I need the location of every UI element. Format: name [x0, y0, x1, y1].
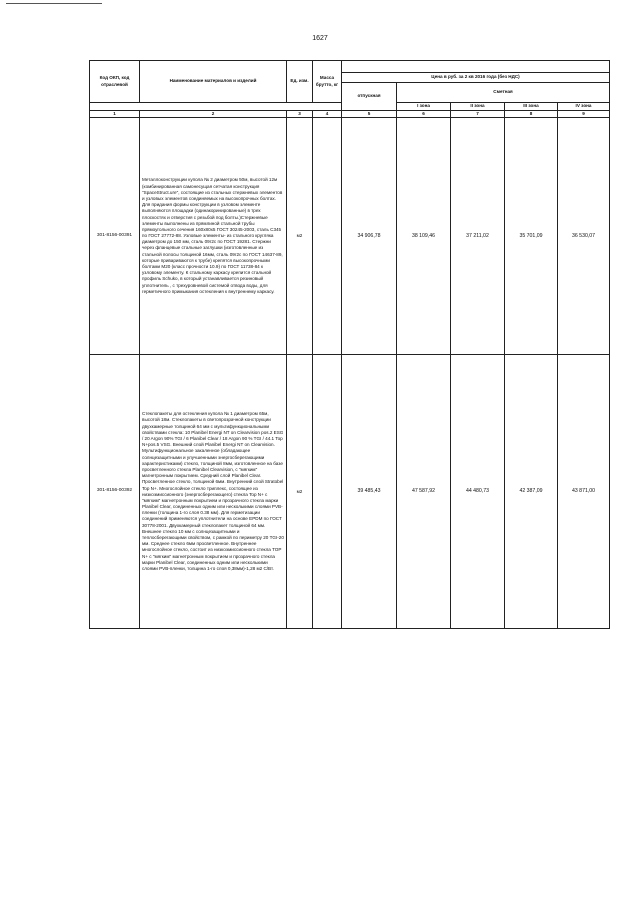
header-zone-4: IV зона: [558, 103, 610, 111]
row-zone-3-price: 35 701,09: [505, 118, 558, 355]
row-release-price: 39 485,43: [342, 355, 397, 629]
header-estimate: Сметная: [397, 83, 610, 103]
row-zone-3-price: 42 387,09: [505, 355, 558, 629]
row-description: Стеклопакеты для остекления купола № 1 диаметром 65м, высотой 18м. Стеклопакеты в светопрозрачной конструкции двухкамерные толщиной 64 мм с мультифункциональными свойствами стекла: 10 Planibel Energi NT on Clearvision pos.2 ESG / 20 Argon 90% TGI / 6 Planibel Clear / 18 Argon 90 % TGI / 44.1 Top N+pos.5 VSG. Внешний слой Planibel Energi NT on Clearvision. Мультифункциональное закаленное (обладающее солнцезащитными и улучшенными энергосберегающими характеристиками) стекло, толщиной 8мм, изготовленное на базе просветленного стекла Planibel Clearvision, с "мягким" магнетронным покрытием. Средний слой Planibel Clear. Просветленное стекло, толщиной 6мм. Внутренний слой Stratobel Top N+. Многослойное стекло триплекс, состоящее из низкоэмиссионного (энергосберегающего) стекла Top N+ с "мягким" магнетронным покрытием и прозрачного стекла марки Planibel Clear, соединенных одним или несколькими слоями PVB-пленки (толщина 1-го слоя 0.38 мм). Для герметизации соединений применяются уплотнители на основе EPDM по ГОСТ 30778-2001. Двухкамерный стеклопакет толщиной 64 мм. Внешнее стекло 10 мм с солнцезащитными и теплосберегающими свойством, с рамкой по периметру 20 TGI-20 мм. Среднее стекло 6мм просветленное. Внутреннее многослойное стекло, состоит из низкоэмиссионного стекла TOP N+ с "мягким" магнетронным покрытием и прозрачного стекла марки Planibel Clear, соединенных одним или несколькими слоями PVB-пленки, толщина 1-го слоя 0,38мм)-1,28 м2 С/Вт.: [140, 355, 287, 629]
col-number: 1: [90, 111, 140, 118]
header-release: отпускная: [342, 83, 397, 111]
header-price: Цена в руб. за 2 кв 2016 года (без НДС): [342, 73, 610, 83]
top-rule: [6, 3, 102, 4]
row-zone-4-price: 36 530,07: [558, 118, 610, 355]
header-mass: Масса брутто, кг: [313, 61, 342, 103]
row-unit: м2: [287, 118, 313, 355]
row-unit: м2: [287, 355, 313, 629]
row-zone-2-price: 37 211,02: [451, 118, 505, 355]
header-left-cont: [90, 103, 342, 111]
row-release-price: 34 906,78: [342, 118, 397, 355]
header-zone-3: III зона: [505, 103, 558, 111]
table-row: [90, 118, 610, 355]
table-row: [90, 355, 610, 629]
row-mass: [313, 118, 342, 355]
col-number: 8: [505, 111, 558, 118]
price-table: [89, 60, 610, 629]
header-code: Код ОКП, код отраслевой: [90, 61, 140, 103]
col-number: 7: [451, 111, 505, 118]
col-number: 6: [397, 111, 451, 118]
page-number: 1627: [312, 35, 328, 42]
row-zone-1-price: 38 109,46: [397, 118, 451, 355]
row-mass: [313, 355, 342, 629]
row-code: 301-8156-00391: [90, 118, 140, 355]
row-zone-1-price: 47 587,92: [397, 355, 451, 629]
row-zone-2-price: 44 480,73: [451, 355, 505, 629]
row-zone-4-price: 43 871,00: [558, 355, 610, 629]
header-zone-2: II зона: [451, 103, 505, 111]
col-number: 3: [287, 111, 313, 118]
col-number: 4: [313, 111, 342, 118]
row-description: Металлоконструкции купола № 2 диаметром 50м, высотой 12м (комбинированная самонесущая сетчатая конструкция "SpaceStruct.ure", состоящие из стальных стержневых элементов и узловых элементов соединяемых на высокопрочных болтах. Для придания формы конструкции в узловом элементе выполняются площадки (одинакоринированные) в трех плоскостях и отверстия с резьбой под болты.)Стержневые элементы выполнены из прямлиной стальной трубы прямоугольного сечения 160х80х5 ГОСТ 30245-2003, сталь С345 по ГОСТ 27772-88. Узловые элементы- из стального кругляка диаметром до 150 мм, сталь 09г2с по ГОСТ 19281. Стержни через фланцевые стальные заглушки (изготовленные из стальной полосы толщиной 16мм, сталь 09г2с по ГОСТ 14637-89, которые привариваются к трубе) крепятся высокопрочными болтами М20 (класс прочности 10.9) по ГОСТ 11738-84 к узловому элементу. К стальному каркасу крепится стальной профиль Schuko, в который устанавливается резиновый уплотнитель , с трехуровневой системой отвода воды, для герметичного примыкания остекления к внутреннему каркасу.: [140, 118, 287, 355]
header-name: Наименование материалов и изделий: [140, 61, 287, 103]
col-number: 2: [140, 111, 287, 118]
row-code: 301-8156-00392: [90, 355, 140, 629]
col-number: 9: [558, 111, 610, 118]
header-zone-1: I зона: [397, 103, 451, 111]
header-unit: Ед. изм.: [287, 61, 313, 103]
header-spacer: [342, 61, 610, 73]
col-number: 5: [342, 111, 397, 118]
